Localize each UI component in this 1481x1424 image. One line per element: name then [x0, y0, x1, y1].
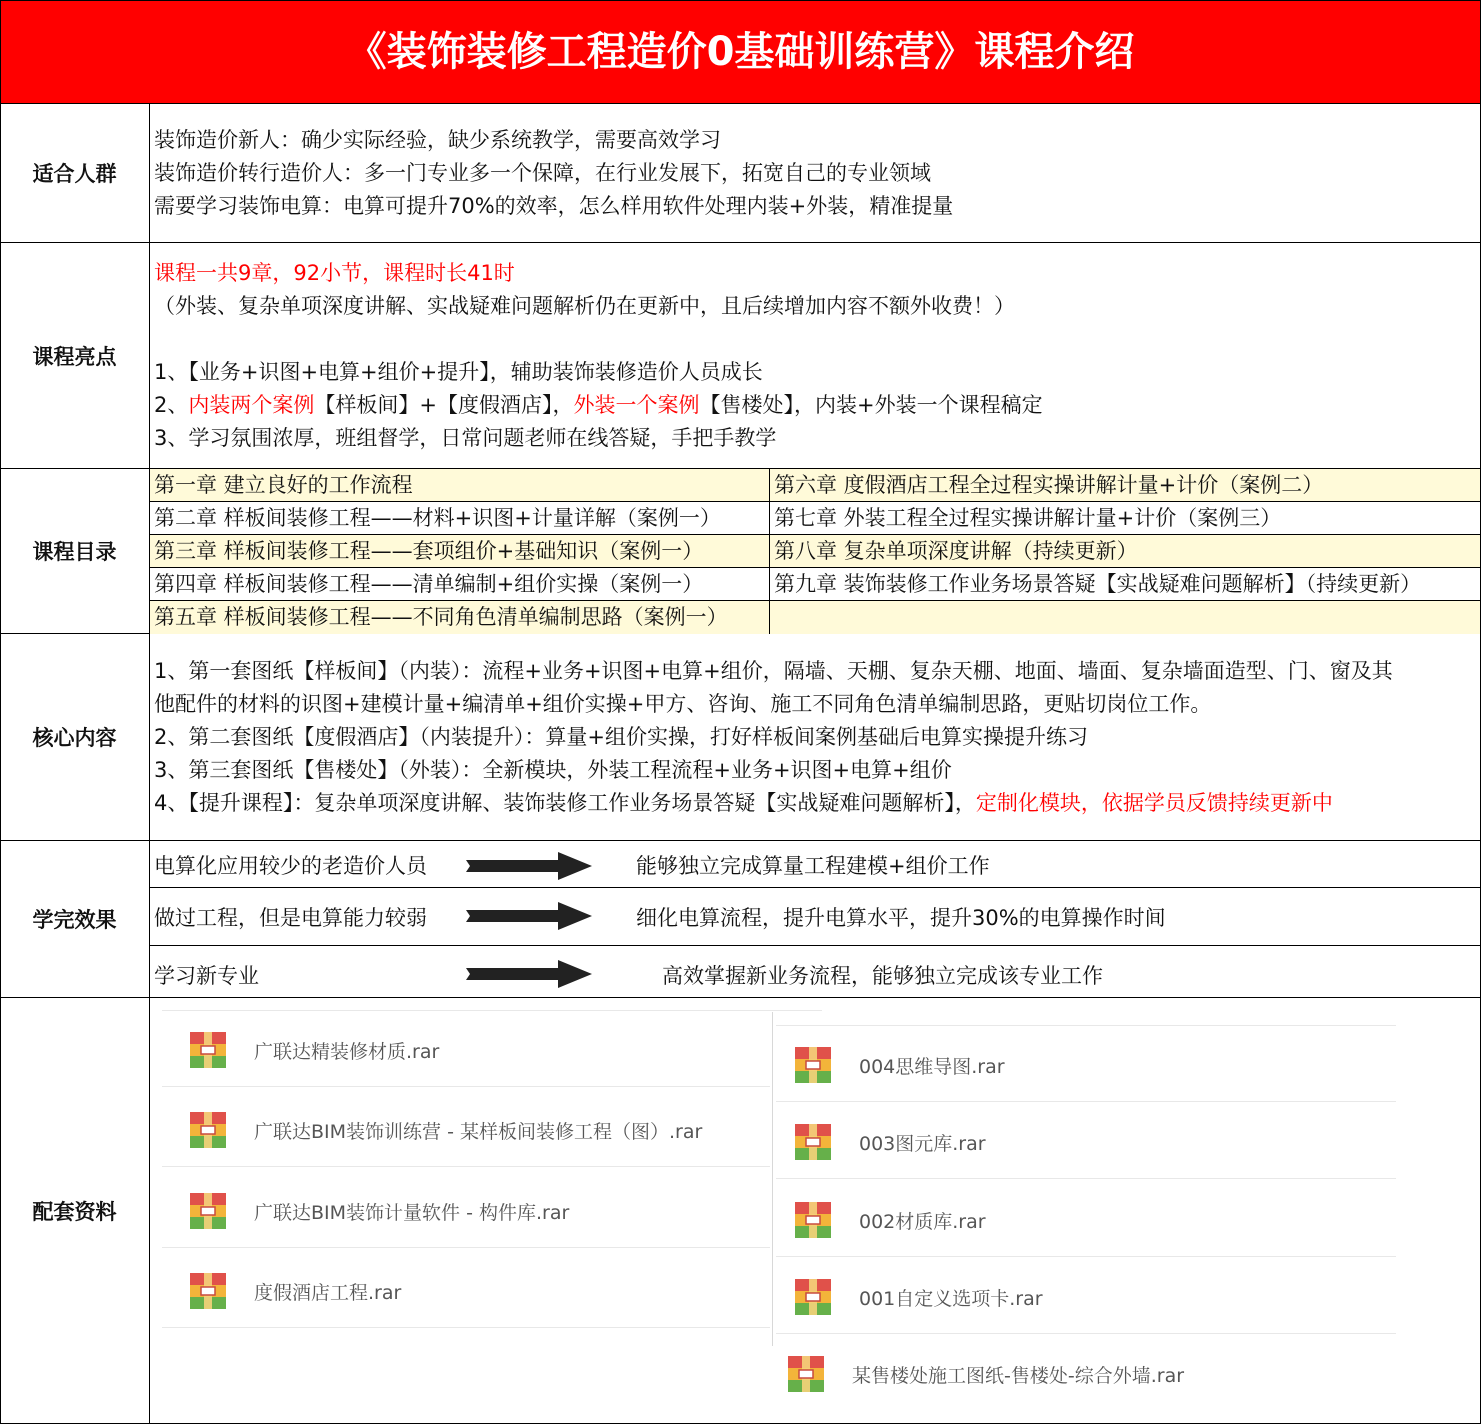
audience-line: 装饰造价转行造价人：多一门专业多一个保障，在行业发展下，拓宽自己的专业领域: [154, 161, 931, 185]
catalog-chapter: 第六章 度假酒店工程全过程实操讲解计量+计价（案例二）: [770, 469, 1481, 501]
course-summary: 课程一共9章，92小节，课程时长41时: [154, 261, 515, 285]
core-red-text: 定制化模块，依据学员反馈持续更新中: [975, 791, 1333, 815]
effect-from: 做过工程，但是电算能力较弱: [154, 906, 427, 930]
core-line: 3、第三套图纸【售楼处】（外装）：全新模块，外装工程流程+业务+识图+电算+组价: [154, 758, 952, 782]
section-label: 适合人群: [0, 104, 150, 242]
file-name: 广联达精装修材质.rar: [254, 1040, 440, 1063]
catalog-chapter: 第三章 样板间装修工程——套项组价+基础知识（案例一）: [150, 535, 770, 567]
effect-from: 电算化应用较少的老造价人员: [154, 854, 427, 878]
file-name: 003图元库.rar: [859, 1132, 986, 1155]
file-name: 004思维导图.rar: [859, 1055, 1005, 1078]
catalog-chapter: 第一章 建立良好的工作流程: [150, 469, 770, 501]
file-name: 002材质库.rar: [859, 1210, 986, 1233]
core-line: 2、第二套图纸【度假酒店】（内装提升）：算量+组价实操，打好样板间案例基础后电算实操提升练习: [154, 725, 1088, 749]
catalog-chapter: 第八章 复杂单项深度讲解（持续更新）: [770, 535, 1481, 567]
file-name: 某售楼处施工图纸-售楼处-综合外墙.rar: [852, 1364, 1185, 1387]
file-name: 001自定义选项卡.rar: [859, 1287, 1043, 1310]
effect-to: 能够独立完成算量工程建模+组价工作: [636, 854, 990, 878]
file-name: 度假酒店工程.rar: [254, 1281, 402, 1304]
file-name: 广联达BIM装饰计量软件 - 构件库.rar: [254, 1201, 570, 1224]
section-label: 配套资料: [0, 998, 150, 1424]
highlight-item: 1、【业务+识图+电算+组价+提升】，辅助装饰装修造价人员成长: [154, 360, 763, 384]
page-title: 《装饰装修工程造价0基础训练营》课程介绍: [0, 0, 1481, 104]
section-label: 学完效果: [0, 841, 150, 997]
highlight-item: 3、学习氛围浓厚，班组督学，日常问题老师在线答疑，手把手教学: [154, 426, 777, 450]
effect-to: 细化电算流程，提升电算水平，提升30%的电算操作时间: [636, 906, 1166, 930]
section-label: 课程目录: [0, 469, 150, 633]
highlight-red-text: 外装一个案例: [573, 393, 700, 417]
catalog-chapter: 第七章 外装工程全过程实操讲解计量+计价（案例三）: [774, 506, 1282, 530]
highlight-red-text: 内装两个案例: [188, 393, 315, 417]
audience-line: 装饰造价新人：确少实际经验，缺少系统教学，需要高效学习: [154, 128, 721, 152]
section-label: 核心内容: [0, 634, 150, 840]
catalog-chapter: 第九章 装饰装修工作业务场景答疑【实战疑难问题解析】（持续更新）: [774, 572, 1422, 596]
catalog-chapter: 第五章 样板间装修工程——不同角色清单编制思路（案例一）: [150, 601, 770, 634]
effect-to: 高效掌握新业务流程，能够独立完成该专业工作: [662, 964, 1103, 988]
file-name: 广联达BIM装饰训练营 - 某样板间装修工程（图）.rar: [254, 1120, 703, 1143]
highlight-item: 2、内装两个案例【样板间】+【度假酒店】，外装一个案例【售楼处】，内装+外装一个课程稿定: [154, 393, 1043, 417]
catalog-chapter: 第二章 样板间装修工程——材料+识图+计量详解（案例一）: [150, 502, 770, 534]
core-line: 4、【提升课程】：复杂单项深度讲解、装饰装修工作业务场景答疑【实战疑难问题解析】，定制化模块，依据学员反馈持续更新中: [154, 791, 1333, 815]
update-note: （外装、复杂单项深度讲解、实战疑难问题解析仍在更新中，且后续增加内容不额外收费！）: [154, 294, 1015, 318]
catalog-chapter: 第四章 样板间装修工程——清单编制+组价实操（案例一）: [150, 568, 770, 600]
core-line: 他配件的材料的识图+建模计量+编清单+组价实操+甲方、咨询、施工不同角色清单编制思路，更贴切岗位工作。: [154, 692, 1212, 716]
core-line: 1、第一套图纸【样板间】（内装）：流程+业务+识图+电算+组价，隔墙、天棚、复杂天棚、地面、墙面、复杂墙面造型、门、窗及其: [154, 659, 1393, 683]
effect-from: 学习新专业: [154, 964, 259, 988]
section-label: 课程亮点: [0, 243, 150, 468]
audience-line: 需要学习装饰电算：电算可提升70%的效率，怎么样用软件处理内装+外装，精准提量: [154, 194, 954, 218]
